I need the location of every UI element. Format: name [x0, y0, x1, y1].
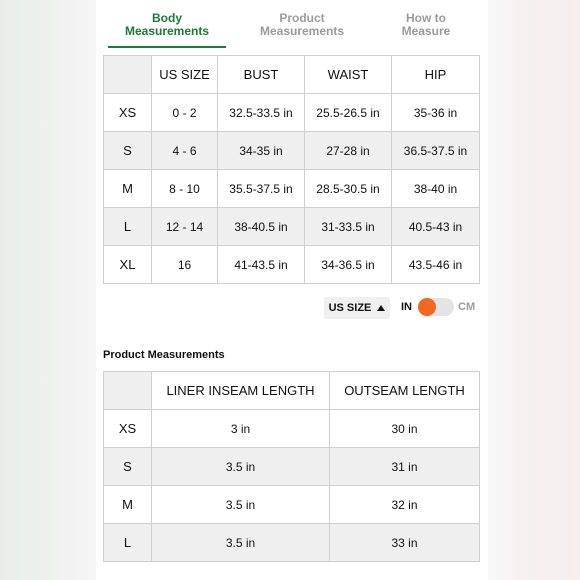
background-left — [0, 0, 96, 580]
product-measurements-heading: Product Measurements — [103, 349, 225, 361]
tab-label-line2: Measure — [401, 24, 451, 38]
header-cell-liner-inseam: LINER INSEAM LENGTH — [152, 372, 330, 410]
header-cell-corner — [104, 56, 152, 94]
body-size-table — [103, 55, 480, 284]
outseam-cell: 31 in — [330, 448, 480, 486]
tab-product-measurements[interactable] — [246, 12, 358, 38]
tab-label-line1: Body — [152, 11, 182, 25]
size-label-cell: L — [104, 524, 152, 562]
active-tab-indicator — [108, 46, 226, 48]
outseam-cell: 32 in — [330, 486, 480, 524]
size-system-label: US SIZE — [328, 302, 372, 314]
tab-label-line2: Measurements — [124, 24, 210, 38]
header-cell-hip: HIP — [392, 56, 480, 94]
waist-cell: 34-36.5 in — [305, 246, 392, 284]
waist-cell: 28.5-30.5 in — [305, 170, 392, 208]
size-system-dropdown[interactable] — [324, 297, 390, 319]
hip-cell: 38-40 in — [392, 170, 480, 208]
liner-inseam-cell: 3 in — [152, 410, 330, 448]
table-row — [104, 208, 480, 246]
us-size-cell: 16 — [152, 246, 218, 284]
liner-inseam-cell: 3.5 in — [152, 486, 330, 524]
unit-toggle-label-in: IN — [401, 301, 412, 313]
header-cell-waist: WAIST — [305, 56, 392, 94]
tab-body-measurements[interactable] — [108, 12, 226, 38]
size-guide-panel — [96, 0, 488, 580]
liner-inseam-cell: 3.5 in — [152, 448, 330, 486]
table-header-row — [104, 372, 480, 410]
tab-label-line2: Measurements — [259, 24, 345, 38]
table-row — [104, 524, 480, 562]
background-right — [488, 0, 580, 580]
waist-cell: 31-33.5 in — [305, 208, 392, 246]
us-size-cell: 0 - 2 — [152, 94, 218, 132]
size-label-cell: M — [104, 486, 152, 524]
unit-toggle-label-cm: CM — [458, 301, 476, 313]
table-row — [104, 94, 480, 132]
table-row — [104, 132, 480, 170]
us-size-cell: 12 - 14 — [152, 208, 218, 246]
header-cell-us-size: US SIZE — [152, 56, 218, 94]
bust-cell: 35.5-37.5 in — [218, 170, 305, 208]
size-label-cell: XS — [104, 94, 152, 132]
hip-cell: 40.5-43 in — [392, 208, 480, 246]
tab-label-line1: How to — [406, 11, 446, 25]
outseam-cell: 33 in — [330, 524, 480, 562]
header-cell-corner — [104, 372, 152, 410]
hip-cell: 36.5-37.5 in — [392, 132, 480, 170]
hip-cell: 43.5-46 in — [392, 246, 480, 284]
us-size-cell: 8 - 10 — [152, 170, 218, 208]
hip-cell: 35-36 in — [392, 94, 480, 132]
table-row — [104, 170, 480, 208]
us-size-cell: 4 - 6 — [152, 132, 218, 170]
header-cell-bust: BUST — [218, 56, 305, 94]
table-row — [104, 448, 480, 486]
toggle-knob — [418, 298, 436, 316]
table-row — [104, 486, 480, 524]
table-row — [104, 410, 480, 448]
product-measurements-table — [103, 371, 480, 562]
tab-how-to-measure[interactable] — [376, 12, 476, 38]
size-label-cell: XL — [104, 246, 152, 284]
liner-inseam-cell: 3.5 in — [152, 524, 330, 562]
bust-cell: 32.5-33.5 in — [218, 94, 305, 132]
size-label-cell: S — [104, 448, 152, 486]
bust-cell: 41-43.5 in — [218, 246, 305, 284]
size-label-cell: XS — [104, 410, 152, 448]
size-label-cell: S — [104, 132, 152, 170]
size-label-cell: L — [104, 208, 152, 246]
table-header-row — [104, 56, 480, 94]
caret-up-icon — [377, 305, 385, 311]
header-cell-outseam: OUTSEAM LENGTH — [330, 372, 480, 410]
bust-cell: 38-40.5 in — [218, 208, 305, 246]
outseam-cell: 30 in — [330, 410, 480, 448]
unit-toggle-switch[interactable] — [418, 298, 454, 316]
bust-cell: 34-35 in — [218, 132, 305, 170]
tab-bar — [96, 0, 488, 50]
tab-label-line1: Product — [279, 11, 325, 25]
table-row — [104, 246, 480, 284]
waist-cell: 27-28 in — [305, 132, 392, 170]
waist-cell: 25.5-26.5 in — [305, 94, 392, 132]
size-label-cell: M — [104, 170, 152, 208]
